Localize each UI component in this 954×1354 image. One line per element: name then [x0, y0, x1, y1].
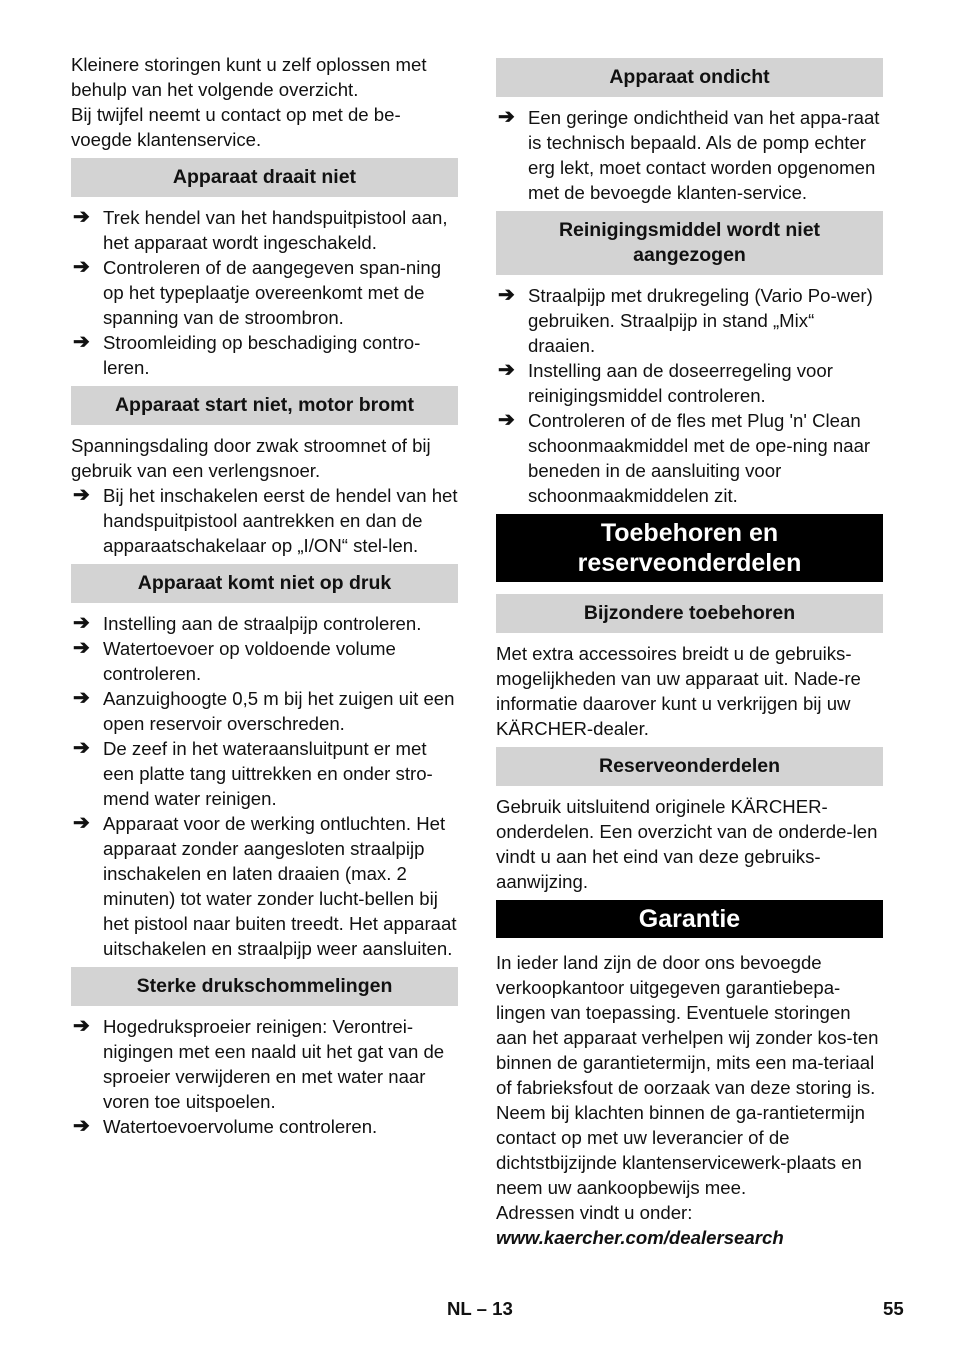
dealer-search-link[interactable]: www.kaercher.com/dealersearch: [496, 1227, 784, 1248]
section-text: Met extra accessoires breidt u de gebruiks-mogelijkheden van uw apparaat uit. Nade-re informatie daarover kunt u verkrijgen bij uw KÄRCHER-dealer.: [496, 643, 861, 739]
arrow-icon: ➔: [73, 812, 90, 834]
list-item: ➔ Controleren of de aangegeven span-ning op het typeplaatje overeenkomt met de spanning van de stroombron.: [73, 256, 442, 328]
arrow-icon: ➔: [73, 484, 90, 506]
arrow-icon: ➔: [498, 106, 515, 128]
bullet-list: [71, 205, 458, 380]
list-item: ➔ Hogedruksproeier reinigen: Verontrei-nigingen met een naald uit het gat van de sproeier verwijderen en met water naar voren toe uitspoelen.: [73, 1015, 445, 1112]
list-item: ➔ Trek hendel van het handspuitpistool aan, het apparaat wordt ingeschakeld.: [73, 206, 448, 253]
arrow-icon: ➔: [73, 1015, 90, 1037]
section-heading: Apparaat draait niet: [71, 158, 458, 197]
list-item: ➔ Straalpijp met drukregeling (Vario Po-wer) gebruiken. Straalpijp in stand „Mix“ draaien.: [498, 284, 873, 356]
right-column: [496, 52, 883, 1250]
bullet-list: [71, 611, 458, 961]
arrow-icon: ➔: [73, 612, 90, 634]
section-heading: Apparaat komt niet op druk: [71, 564, 458, 603]
intro-text: Bij twijfel neemt u contact op met de be-voegde klantenservice.: [71, 104, 401, 150]
list-item: ➔ Stroomleiding op beschadiging contro-leren.: [73, 331, 421, 378]
page-reference: – 13: [476, 1298, 513, 1319]
section-text: Spanningsdaling door zwak stroomnet of bij gebruik van een verlengsnoer.: [71, 435, 431, 481]
section-heading: Bijzondere toebehoren: [496, 594, 883, 633]
section-heading: Reinigingsmiddel wordt niet aangezogen: [496, 211, 883, 275]
list-item: ➔ Instelling aan de doseerregeling voor reinigingsmiddel controleren.: [498, 359, 833, 406]
list-item: ➔ Watertoevoervolume controleren.: [73, 1115, 378, 1137]
list-item: ➔ De zeef in het wateraansluitpunt er met een platte tang uittrekken en onder stro-mend water reinigen.: [73, 737, 433, 809]
arrow-icon: ➔: [73, 256, 90, 278]
arrow-icon: ➔: [73, 737, 90, 759]
arrow-icon: ➔: [498, 284, 515, 306]
chapter-heading: Toebehoren en reserveonderdelen: [496, 514, 883, 582]
list-item: ➔ Bij het inschakelen eerst de hendel van het handspuitpistool aantrekken en dan de apparaatschakelaar op „I/ON“ stel-len.: [73, 484, 458, 556]
list-item: ➔ Instelling aan de straalpijp controleren.: [73, 612, 422, 634]
arrow-icon: ➔: [498, 409, 515, 431]
section-heading: Apparaat start niet, motor bromt: [71, 386, 458, 425]
arrow-icon: ➔: [498, 359, 515, 381]
address-label: Adressen vindt u onder:: [496, 1202, 693, 1223]
arrow-icon: ➔: [73, 206, 90, 228]
page-number: 55: [883, 1298, 904, 1319]
arrow-icon: ➔: [73, 331, 90, 353]
arrow-icon: ➔: [73, 1115, 90, 1137]
intro-text: Kleinere storingen kunt u zelf oplossen met behulp van het volgende overzicht.: [71, 54, 427, 100]
section-heading: Apparaat ondicht: [496, 58, 883, 97]
page-section-label: [447, 1298, 513, 1320]
bullet-list: [71, 483, 458, 558]
section-text: In ieder land zijn de door ons bevoegde verkoopkantoor uitgegeven garantiebepa-lingen van toepassing. Eventuele storingen aan het apparaat verhelpen wij zonder kos-ten binnen de garantietermijn, mits een ma-teriaal of fabrieksfout de oorzaak van deze storing is. Neem bij klachten binnen de ga-rantietermijn contact op met uw leverancier of de dichtstbijzijnde klantenservicewerk-plaats en neem uw aankoopbewijs mee.: [496, 952, 879, 1198]
left-column: [71, 52, 458, 1139]
section-heading: Reserveonderdelen: [496, 747, 883, 786]
section-code: NL: [447, 1298, 472, 1319]
bullet-list: [496, 105, 883, 205]
bullet-list: [71, 1014, 458, 1139]
section-text: Gebruik uitsluitend originele KÄRCHER-onderdelen. Een overzicht van de onderde-len vindt u aan het eind van deze gebruiks-aanwijzing.: [496, 796, 878, 892]
list-item: ➔ Aanzuighoogte 0,5 m bij het zuigen uit een open reservoir overschreden.: [73, 687, 455, 734]
chapter-heading: Garantie: [496, 900, 883, 938]
bullet-list: [496, 283, 883, 508]
list-item: ➔ Controleren of de fles met Plug 'n' Clean schoonmaakmiddel met de ope-ning naar beneden in de aansluiting voor schoonmaakmiddelen zit.: [498, 409, 871, 506]
arrow-icon: ➔: [73, 687, 90, 709]
list-item: ➔ Watertoevoer op voldoende volume controleren.: [73, 637, 396, 684]
section-heading: Sterke drukschommelingen: [71, 967, 458, 1006]
arrow-icon: ➔: [73, 637, 90, 659]
list-item: ➔ Een geringe ondichtheid van het appa-raat is technisch bepaald. Als de pomp echter erg lekt, moet contact worden opgenomen met de bevoegde klanten-service.: [498, 106, 880, 203]
list-item: ➔ Apparaat voor de werking ontluchten. Het apparaat zonder aangesloten straalpijp inschakelen en laten draaien (max. 2 minuten) tot water zonder lucht-bellen bij het pistool naar buiten treedt. Het apparaat uitschakelen en straalpijp weer aansluiten.: [73, 812, 457, 959]
